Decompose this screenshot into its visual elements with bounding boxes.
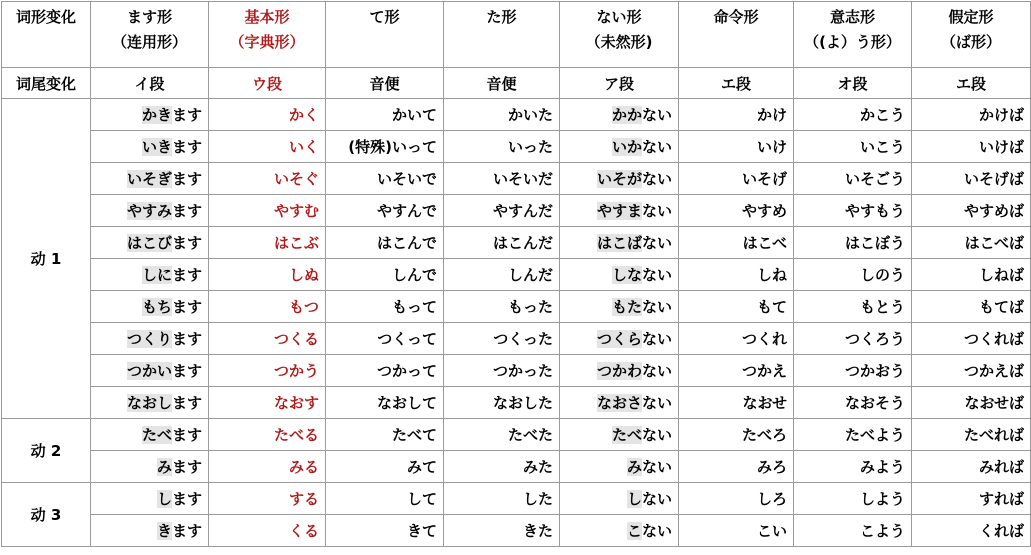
conjugation-cell: [91, 355, 209, 387]
verb-stem: なおし: [126, 394, 172, 412]
conjugation-cell: いそげば: [912, 163, 1031, 195]
conjugation-cell: [560, 483, 679, 515]
verb-conjugation-table: [1, 1, 1031, 547]
conjugation-cell: もてば: [912, 291, 1031, 323]
verb-stem: み: [626, 458, 642, 476]
column-header-title: ない形: [596, 8, 642, 26]
verb-ending: ます: [171, 458, 202, 476]
verb-ending: ない: [641, 298, 672, 316]
conjugation-cell: つかった: [444, 355, 560, 387]
conjugation-cell: みれば: [912, 451, 1031, 483]
conjugation-cell: やすもう: [794, 195, 912, 227]
column-header-subtitle: （未然形): [585, 33, 653, 51]
conjugation-cell: やすんで: [326, 195, 444, 227]
table-row: [2, 259, 1031, 291]
conjugation-cell: [91, 515, 209, 547]
conjugation-cell: なおして: [326, 387, 444, 419]
verb-ending: ない: [641, 266, 672, 284]
conjugation-cell: しんで: [326, 259, 444, 291]
conjugation-cell: いそげ: [679, 163, 794, 195]
conjugation-cell: つくる: [209, 323, 326, 355]
conjugation-cell: [560, 323, 679, 355]
conjugation-cell: もって: [326, 291, 444, 323]
verb-stem: はこば: [596, 234, 642, 252]
verb-ending: ます: [171, 234, 202, 252]
table-row: [2, 195, 1031, 227]
ending-change-label: 词尾变化: [2, 68, 91, 99]
verb-ending: ます: [171, 266, 202, 284]
conjugation-cell: [91, 451, 209, 483]
conjugation-cell: [560, 355, 679, 387]
table-row: [2, 163, 1031, 195]
conjugation-cell: しねば: [912, 259, 1031, 291]
column-header: [326, 2, 444, 68]
ending-change-label: 音便: [326, 68, 444, 99]
verb-stem: し: [626, 490, 642, 508]
table-body: [2, 2, 1031, 547]
conjugation-cell: みる: [209, 451, 326, 483]
ending-change-label: オ段: [794, 68, 912, 99]
verb-stem: たべ: [611, 426, 642, 444]
conjugation-cell: [560, 259, 679, 291]
conjugation-cell: もとう: [794, 291, 912, 323]
conjugation-cell: [91, 387, 209, 419]
conjugation-cell: いった: [444, 131, 560, 163]
verb-ending: ます: [171, 330, 202, 348]
verb-ending: ない: [641, 202, 672, 220]
conjugation-cell: つくれ: [679, 323, 794, 355]
verb-ending: ない: [641, 234, 672, 252]
ending-change-label: ウ段: [209, 68, 326, 99]
conjugation-cell: つかえば: [912, 355, 1031, 387]
conjugation-cell: いく: [209, 131, 326, 163]
column-header: [679, 2, 794, 68]
conjugation-cell: つかえ: [679, 355, 794, 387]
conjugation-cell: はこべば: [912, 227, 1031, 259]
verb-stem: つくり: [126, 330, 172, 348]
conjugation-cell: たべろ: [679, 419, 794, 451]
verb-ending: ない: [641, 426, 672, 444]
verb-stem: かか: [611, 106, 642, 124]
verb-ending: ます: [171, 170, 202, 188]
conjugation-cell: なおした: [444, 387, 560, 419]
column-header-title: 基本形: [244, 8, 290, 26]
conjugation-cell: しね: [679, 259, 794, 291]
conjugation-cell: いそごう: [794, 163, 912, 195]
conjugation-cell: やすめ: [679, 195, 794, 227]
verb-stem: やすま: [596, 202, 642, 220]
conjugation-cell: もて: [679, 291, 794, 323]
conjugation-cell: つくれば: [912, 323, 1031, 355]
verb-group-label: 动 1: [2, 99, 91, 419]
verb-stem: なおさ: [596, 394, 642, 412]
conjugation-cell: [560, 419, 679, 451]
conjugation-cell: [91, 323, 209, 355]
ending-change-label: エ段: [912, 68, 1031, 99]
verb-ending: ない: [641, 106, 672, 124]
conjugation-cell: [91, 195, 209, 227]
conjugation-cell: くれば: [912, 515, 1031, 547]
conjugation-cell: なおそう: [794, 387, 912, 419]
column-header-title: 假定形: [948, 8, 994, 26]
verb-ending: ます: [171, 394, 202, 412]
verb-stem: もた: [611, 298, 642, 316]
conjugation-cell: [560, 451, 679, 483]
column-header-subtitle: （(よ）う形）: [804, 33, 901, 51]
verb-stem: しな: [611, 266, 642, 284]
conjugation-cell: [560, 291, 679, 323]
conjugation-cell: かけ: [679, 99, 794, 131]
verb-ending: ない: [641, 522, 672, 540]
subheader-row: [2, 68, 1031, 99]
header-row: [2, 2, 1031, 68]
verb-ending: ます: [171, 106, 202, 124]
table-row: [2, 451, 1031, 483]
conjugation-cell: きた: [444, 515, 560, 547]
column-header: [209, 2, 326, 68]
conjugation-cell: やすめば: [912, 195, 1031, 227]
conjugation-cell: つくった: [444, 323, 560, 355]
conjugation-cell: いそいで: [326, 163, 444, 195]
conjugation-cell: たべる: [209, 419, 326, 451]
conjugation-cell: [91, 99, 209, 131]
conjugation-cell: こい: [679, 515, 794, 547]
column-header: [444, 2, 560, 68]
verb-stem: し: [156, 490, 172, 508]
conjugation-cell: みよう: [794, 451, 912, 483]
verb-ending: ない: [641, 362, 672, 380]
verb-ending: ます: [171, 362, 202, 380]
verb-group-label: 动 3: [2, 483, 91, 547]
verb-stem: やすみ: [126, 202, 172, 220]
verb-ending: ます: [171, 138, 202, 156]
conjugation-cell: なおせ: [679, 387, 794, 419]
verb-ending: ない: [641, 458, 672, 476]
conjugation-cell: [91, 259, 209, 291]
conjugation-cell: かこう: [794, 99, 912, 131]
column-header-subtitle: （连用形）: [111, 33, 187, 51]
column-header: [560, 2, 679, 68]
verb-stem: つかい: [126, 362, 172, 380]
conjugation-cell: いそぐ: [209, 163, 326, 195]
verb-stem: いそぎ: [126, 170, 172, 188]
conjugation-cell: はこぼう: [794, 227, 912, 259]
table-row: [2, 99, 1031, 131]
column-header: [91, 2, 209, 68]
conjugation-cell: して: [326, 483, 444, 515]
conjugation-cell: みて: [326, 451, 444, 483]
table-row: [2, 291, 1031, 323]
conjugation-cell: つかおう: [794, 355, 912, 387]
conjugation-cell: たべて: [326, 419, 444, 451]
table-row: [2, 227, 1031, 259]
conjugation-cell: はこぶ: [209, 227, 326, 259]
conjugation-cell: [91, 227, 209, 259]
verb-stem: たべ: [141, 426, 172, 444]
column-header-title: 命令形: [713, 8, 759, 26]
conjugation-cell: たべた: [444, 419, 560, 451]
table-row: [2, 419, 1031, 451]
verb-group-label: 动 2: [2, 419, 91, 483]
conjugation-cell: いけば: [912, 131, 1031, 163]
conjugation-cell: なおす: [209, 387, 326, 419]
conjugation-cell: もつ: [209, 291, 326, 323]
conjugation-cell: しんだ: [444, 259, 560, 291]
verb-stem: つかわ: [596, 362, 642, 380]
table-row: [2, 483, 1031, 515]
conjugation-cell: [560, 131, 679, 163]
ending-change-label: ア段: [560, 68, 679, 99]
conjugation-cell: [91, 483, 209, 515]
conjugation-cell: はこんだ: [444, 227, 560, 259]
conjugation-cell: たべれば: [912, 419, 1031, 451]
conjugation-cell: かいて: [326, 99, 444, 131]
verb-ending: ます: [171, 490, 202, 508]
conjugation-cell: つくろう: [794, 323, 912, 355]
conjugation-cell: つかって: [326, 355, 444, 387]
conjugation-cell: つくって: [326, 323, 444, 355]
conjugation-cell: [91, 291, 209, 323]
conjugation-cell: やすんだ: [444, 195, 560, 227]
conjugation-cell: しろ: [679, 483, 794, 515]
column-header-title: 词形变化: [15, 8, 76, 26]
table-row: [2, 355, 1031, 387]
table-row: [2, 515, 1031, 547]
ending-change-label: イ段: [91, 68, 209, 99]
conjugation-cell: はこんで: [326, 227, 444, 259]
conjugation-cell: [560, 227, 679, 259]
conjugation-cell: こよう: [794, 515, 912, 547]
conjugation-cell: くる: [209, 515, 326, 547]
column-header-title: 意志形: [829, 8, 875, 26]
verb-stem: しに: [141, 266, 172, 284]
conjugation-cell: つかう: [209, 355, 326, 387]
conjugation-cell: いこう: [794, 131, 912, 163]
conjugation-cell: [560, 163, 679, 195]
verb-ending: ます: [171, 202, 202, 220]
column-header-title: て形: [369, 8, 400, 26]
conjugation-cell: [560, 195, 679, 227]
conjugation-cell: しのう: [794, 259, 912, 291]
verb-stem: き: [156, 522, 172, 540]
column-header-title: ます形: [126, 8, 172, 26]
conjugation-cell: なおせば: [912, 387, 1031, 419]
verb-ending: ない: [641, 330, 672, 348]
conjugation-cell: [560, 515, 679, 547]
conjugation-cell: [560, 387, 679, 419]
table-row: [2, 131, 1031, 163]
conjugation-cell: やすむ: [209, 195, 326, 227]
verb-ending: ます: [171, 522, 202, 540]
column-header-subtitle: （字典形）: [229, 33, 305, 51]
table-row: [2, 387, 1031, 419]
conjugation-cell: かいた: [444, 99, 560, 131]
conjugation-cell: する: [209, 483, 326, 515]
verb-stem: もち: [141, 298, 172, 316]
conjugation-cell: [91, 163, 209, 195]
column-header-title: た形: [486, 8, 517, 26]
verb-stem: こ: [626, 522, 642, 540]
verb-stem: かき: [141, 106, 172, 124]
column-header-subtitle: （ば形）: [940, 33, 1001, 51]
ending-change-label: エ段: [679, 68, 794, 99]
verb-ending: ない: [641, 394, 672, 412]
conjugation-cell: いそいだ: [444, 163, 560, 195]
column-header: [912, 2, 1031, 68]
conjugation-cell: しよう: [794, 483, 912, 515]
conjugation-cell: たべよう: [794, 419, 912, 451]
verb-ending: ます: [171, 426, 202, 444]
conjugation-cell: きて: [326, 515, 444, 547]
conjugation-cell: かけば: [912, 99, 1031, 131]
conjugation-cell: した: [444, 483, 560, 515]
conjugation-cell: [91, 419, 209, 451]
conjugation-cell: [91, 131, 209, 163]
verb-ending: ない: [641, 490, 672, 508]
verb-stem: いき: [141, 138, 172, 156]
verb-ending: ます: [171, 298, 202, 316]
verb-stem: み: [156, 458, 172, 476]
conjugation-cell: いけ: [679, 131, 794, 163]
conjugation-cell: しぬ: [209, 259, 326, 291]
conjugation-cell: [560, 99, 679, 131]
verb-ending: ない: [641, 170, 672, 188]
conjugation-cell: (特殊)いって: [326, 131, 444, 163]
conjugation-cell: はこべ: [679, 227, 794, 259]
ending-change-label: 音便: [444, 68, 560, 99]
verb-stem: いか: [611, 138, 642, 156]
conjugation-cell: すれば: [912, 483, 1031, 515]
verb-stem: はこび: [126, 234, 172, 252]
conjugation-cell: みた: [444, 451, 560, 483]
column-header: [794, 2, 912, 68]
verb-stem: つくら: [596, 330, 642, 348]
conjugation-cell: かく: [209, 99, 326, 131]
table-row: [2, 323, 1031, 355]
conjugation-cell: もった: [444, 291, 560, 323]
verb-stem: いそが: [596, 170, 642, 188]
conjugation-cell: みろ: [679, 451, 794, 483]
verb-ending: ない: [641, 138, 672, 156]
column-header: [2, 2, 91, 68]
